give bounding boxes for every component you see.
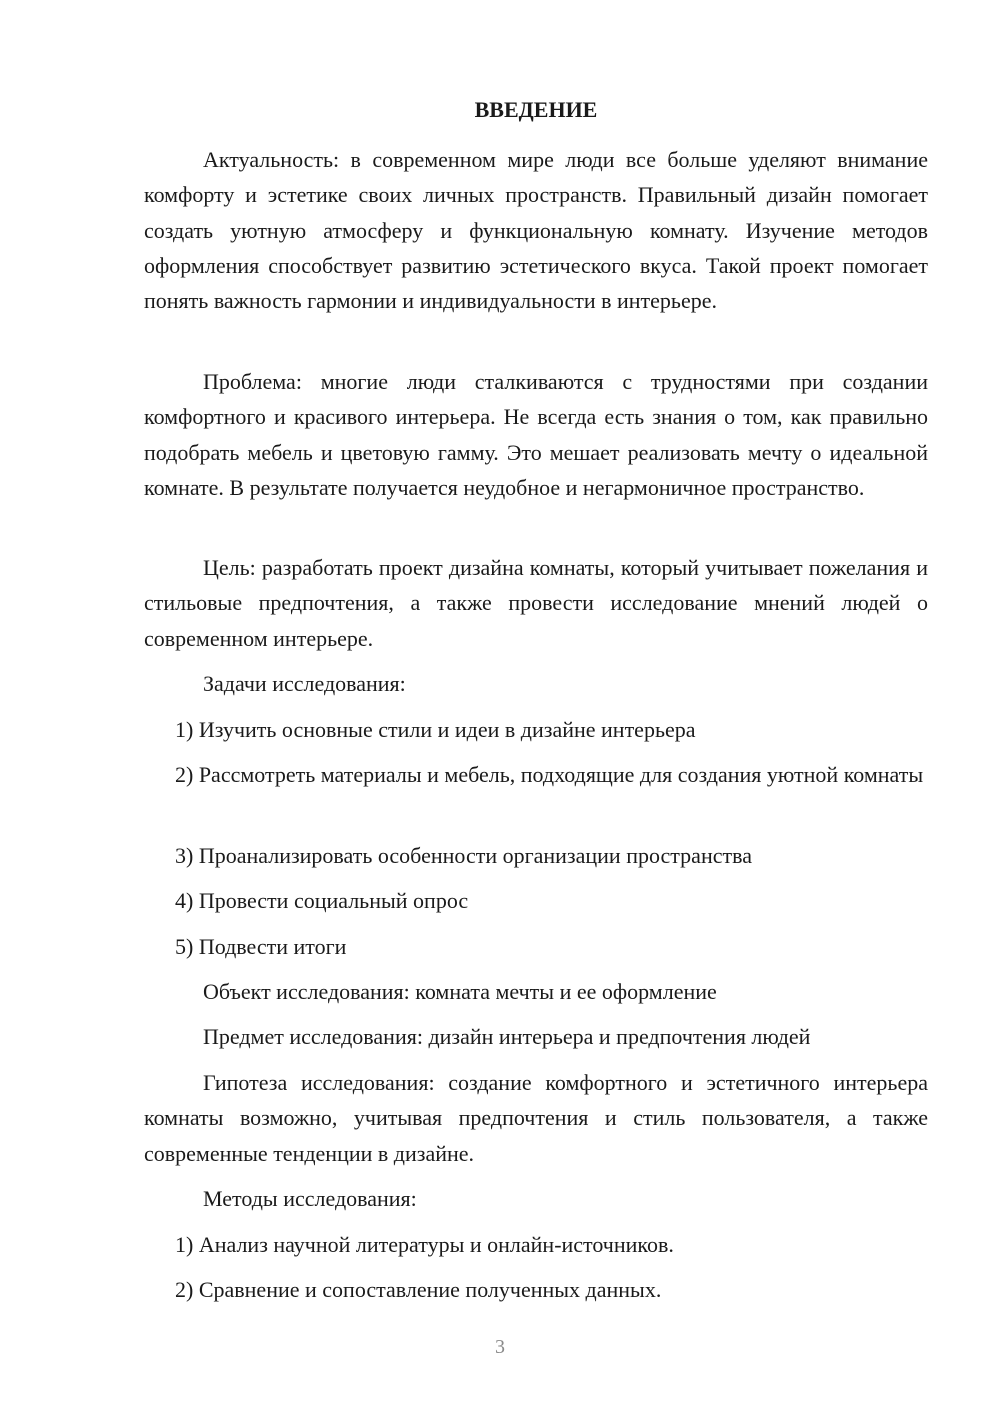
task-item-5: 5) Подвести итоги [175, 934, 347, 959]
paragraph-subject: Предмет исследования: дизайн интерьера и предпочтения людей [203, 1024, 811, 1049]
task-item-1: 1) Изучить основные стили и идеи в дизайне интерьера [175, 717, 696, 742]
paragraph-relevance: Актуальность: в современном мире люди все больше уделяют внимание комфорту и эстетике своих личных пространств. Правильный дизайн помогает создать уютную атмосферу и функциональную комнату. Изучение методов оформления способствует развитию эстетического вкуса. Такой проект помогает понять важность гармонии и индивидуальности в интерьере. [144, 147, 928, 314]
paragraph-object: Объект исследования: комната мечты и ее оформление [203, 979, 717, 1004]
method-item-2: 2) Сравнение и сопоставление полученных данных. [175, 1277, 662, 1302]
task-item-4: 4) Провести социальный опрос [175, 888, 469, 913]
page-number: 3 [495, 1336, 505, 1358]
task-item-3: 3) Проанализировать особенности организации пространства [175, 843, 752, 868]
tasks-heading: Задачи исследования: [203, 671, 406, 696]
method-item-1: 1) Анализ научной литературы и онлайн-источников. [175, 1232, 674, 1257]
section-title: ВВЕДЕНИЕ [474, 97, 598, 122]
methods-heading: Методы исследования: [203, 1186, 417, 1211]
paragraph-goal: Цель: разработать проект дизайна комнаты, который учитывает пожелания и стильовые предпочтения, а также провести исследование мнений людей о современном интерьере. [144, 555, 928, 651]
paragraph-problem: Проблема: многие люди сталкиваются с трудностями при создании комфортного и красивого интерьера. Не всегда есть знания о том, как правильно подобрать мебель и цветовую гамму. Это мешает реализовать мечту о идеальной комнате. В результате получается неудобное и негармоничное пространство. [144, 369, 928, 500]
task-item-2: 2) Рассмотреть материалы и мебель, подходящие для создания уютной комнаты [175, 762, 924, 787]
paragraph-hypothesis: Гипотеза исследования: создание комфортного и эстетичного интерьера комнаты возможно, учитывая предпочтения и стиль пользователя, а также современные тенденции в дизайне. [144, 1070, 928, 1166]
